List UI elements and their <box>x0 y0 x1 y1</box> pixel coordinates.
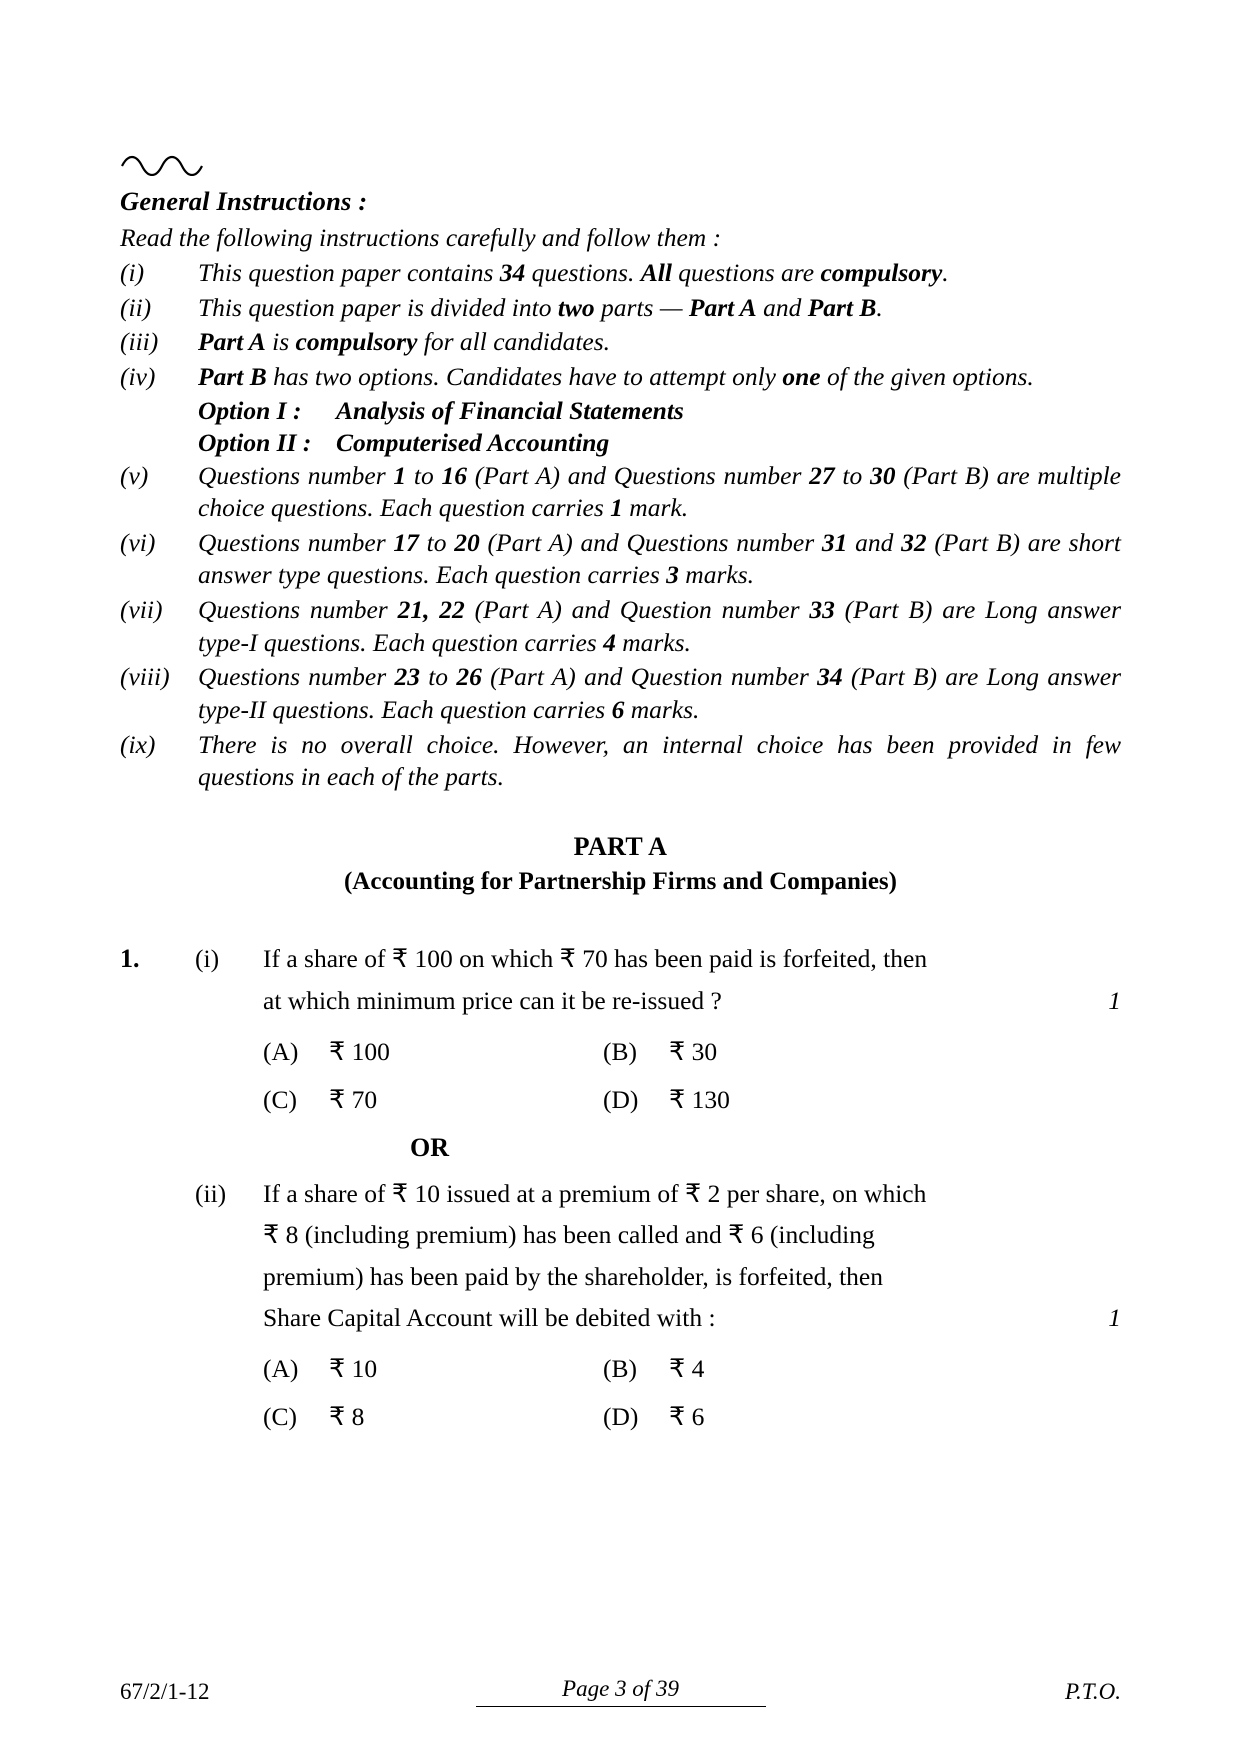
instruction-text: Questions number 23 to 26 (Part A) and Question number 34 (Part B) are Long answer type-II questions. Each question carries 6 marks. <box>198 662 1121 724</box>
option-a[interactable] <box>263 1037 603 1067</box>
footer-rule <box>476 1706 766 1707</box>
question-1-sub-i-row <box>120 938 1121 980</box>
option-c-label: (C) <box>263 1402 297 1432</box>
instruction-item <box>120 527 1121 592</box>
instruction-text: This question paper is divided into two parts — Part A and Part B. <box>198 292 883 322</box>
instruction-text: This question paper contains 34 questions. All questions are compulsory. <box>198 258 949 287</box>
instruction-text: Questions number 17 to 20 (Part A) and Questions number 31 and 32 (Part B) are short answer type questions. Each question carries 3 marks. <box>198 527 1122 590</box>
or-separator: OR <box>410 1133 449 1163</box>
option-d-value: ₹ 130 <box>669 1085 730 1115</box>
option-c-value: ₹ 8 <box>329 1402 365 1432</box>
option-d[interactable] <box>603 1085 943 1115</box>
option-a-label: (A) <box>263 1037 299 1067</box>
option-row <box>263 1085 1121 1115</box>
option-d-label: (D) <box>603 1085 639 1115</box>
question-sub-ii-line4: Share Capital Account will be debited with : <box>263 1303 716 1333</box>
option-d-label: (D) <box>603 1402 639 1432</box>
option-b-label: (B) <box>603 1354 637 1384</box>
question-1-sub-i-row2 <box>120 980 1121 1021</box>
question-sub-i-options <box>263 1037 1121 1115</box>
option-b[interactable] <box>603 1354 943 1384</box>
option-a-value: ₹ 10 <box>329 1354 378 1384</box>
question-1-block <box>120 938 1121 1433</box>
page-indicator: Page 3 of 39 <box>562 1676 679 1701</box>
instruction-item <box>120 292 1121 325</box>
indent-spacer <box>120 1214 263 1255</box>
option-c[interactable] <box>263 1402 603 1432</box>
instruction-item <box>120 460 1121 525</box>
instruction-item <box>120 594 1121 659</box>
indent-spacer <box>120 1297 263 1338</box>
part-a-title: PART A <box>573 831 668 861</box>
option-c-value: ₹ 70 <box>329 1085 378 1115</box>
instruction-text: Questions number 1 to 16 (Part A) and Questions number 27 to 30 (Part B) are multiple choice questions. Each question carries 1 mark. <box>198 460 1121 523</box>
part-b-option-label: Option II : <box>198 427 312 457</box>
indent-spacer <box>120 1256 263 1297</box>
option-row <box>263 1037 1121 1067</box>
question-sub-ii-options <box>263 1354 1121 1432</box>
part-b-option-value: Analysis of Financial Statements <box>336 395 684 425</box>
part-b-option-line <box>120 396 1121 426</box>
instruction-text: Part A is compulsory for all candidates. <box>198 327 611 357</box>
page-indicator-wrap <box>340 1676 901 1707</box>
option-a-label: (A) <box>263 1354 299 1384</box>
option-b[interactable] <box>603 1037 943 1067</box>
instructions-list <box>120 257 1121 794</box>
page-footer <box>120 1676 1121 1707</box>
question-1-sub-ii-row3 <box>120 1256 1121 1297</box>
part-b-option-value: Computerised Accounting <box>336 427 610 457</box>
question-sub-label-ii: (ii) <box>195 1179 227 1209</box>
instruction-number: (ix) <box>120 729 156 759</box>
squiggle-divider-icon <box>120 150 230 176</box>
option-b-value: ₹ 4 <box>669 1354 705 1384</box>
option-c-label: (C) <box>263 1085 297 1115</box>
option-d-value: ₹ 6 <box>669 1402 705 1432</box>
instruction-text: Questions number 21, 22 (Part A) and Question number 33 (Part B) are Long answer type-I questions. Each question carries 4 marks. <box>198 595 1122 657</box>
question-sub-i-line2: at which minimum price can it be re-issued ? <box>263 985 722 1015</box>
question-sub-i-line1: If a share of ₹ 100 on which ₹ 70 has been paid is forfeited, then <box>263 943 928 973</box>
question-sub-i-marks: 1 <box>1108 985 1121 1015</box>
option-row <box>263 1402 1121 1432</box>
indent-spacer <box>120 980 263 1021</box>
option-d[interactable] <box>603 1402 943 1432</box>
question-sub-ii-line1: If a share of ₹ 10 issued at a premium of ₹ 2 per share, on which <box>263 1179 927 1209</box>
question-sub-ii-line3: premium) has been paid by the shareholder, is forfeited, then <box>263 1261 883 1291</box>
instruction-number: (vi) <box>120 527 156 557</box>
instruction-item <box>120 257 1121 290</box>
question-1-sub-ii-row <box>120 1173 1121 1214</box>
question-sub-ii-line2: ₹ 8 (including premium) has been called and ₹ 6 (including <box>263 1220 875 1250</box>
part-a-subtitle: (Accounting for Partnership Firms and Companies) <box>343 867 897 895</box>
option-row <box>263 1354 1121 1384</box>
marks-spacer <box>1081 1256 1121 1297</box>
paper-code: 67/2/1-12 <box>120 1678 210 1704</box>
option-b-value: ₹ 30 <box>669 1037 718 1067</box>
instruction-number: (i) <box>120 258 145 287</box>
instruction-number: (iv) <box>120 361 156 391</box>
instruction-text: Part B has two options. Candidates have to attempt only one of the given options. <box>198 361 1034 391</box>
instruction-item <box>120 661 1121 726</box>
general-instructions-heading: General Instructions : <box>120 186 368 216</box>
part-b-option-line <box>120 428 1121 458</box>
option-c[interactable] <box>263 1085 603 1115</box>
instruction-item <box>120 361 1121 394</box>
question-1-sub-ii-row4 <box>120 1297 1121 1338</box>
option-a[interactable] <box>263 1354 603 1384</box>
instruction-text: There is no overall choice. However, an internal choice has been provided in few questions in each of the parts. <box>198 729 1121 792</box>
instruction-number: (vii) <box>120 595 163 624</box>
question-1-sub-ii-row2 <box>120 1214 1121 1255</box>
instruction-item <box>120 729 1121 794</box>
instruction-item <box>120 326 1121 359</box>
instruction-number: (viii) <box>120 662 170 692</box>
instruction-number: (ii) <box>120 292 152 322</box>
instruction-number: (iii) <box>120 327 159 357</box>
general-instructions-subheading: Read the following instructions carefully and follow them : <box>120 223 722 252</box>
marks-spacer <box>1081 1214 1121 1255</box>
question-sub-ii-marks: 1 <box>1108 1303 1121 1333</box>
question-number: 1. <box>120 943 140 973</box>
instruction-number: (v) <box>120 460 149 490</box>
option-b-label: (B) <box>603 1037 637 1067</box>
part-b-option-label: Option I : <box>198 395 302 425</box>
option-a-value: ₹ 100 <box>329 1037 390 1067</box>
pto-label: P.T.O. <box>1064 1678 1121 1704</box>
question-sub-label-i: (i) <box>195 943 220 973</box>
